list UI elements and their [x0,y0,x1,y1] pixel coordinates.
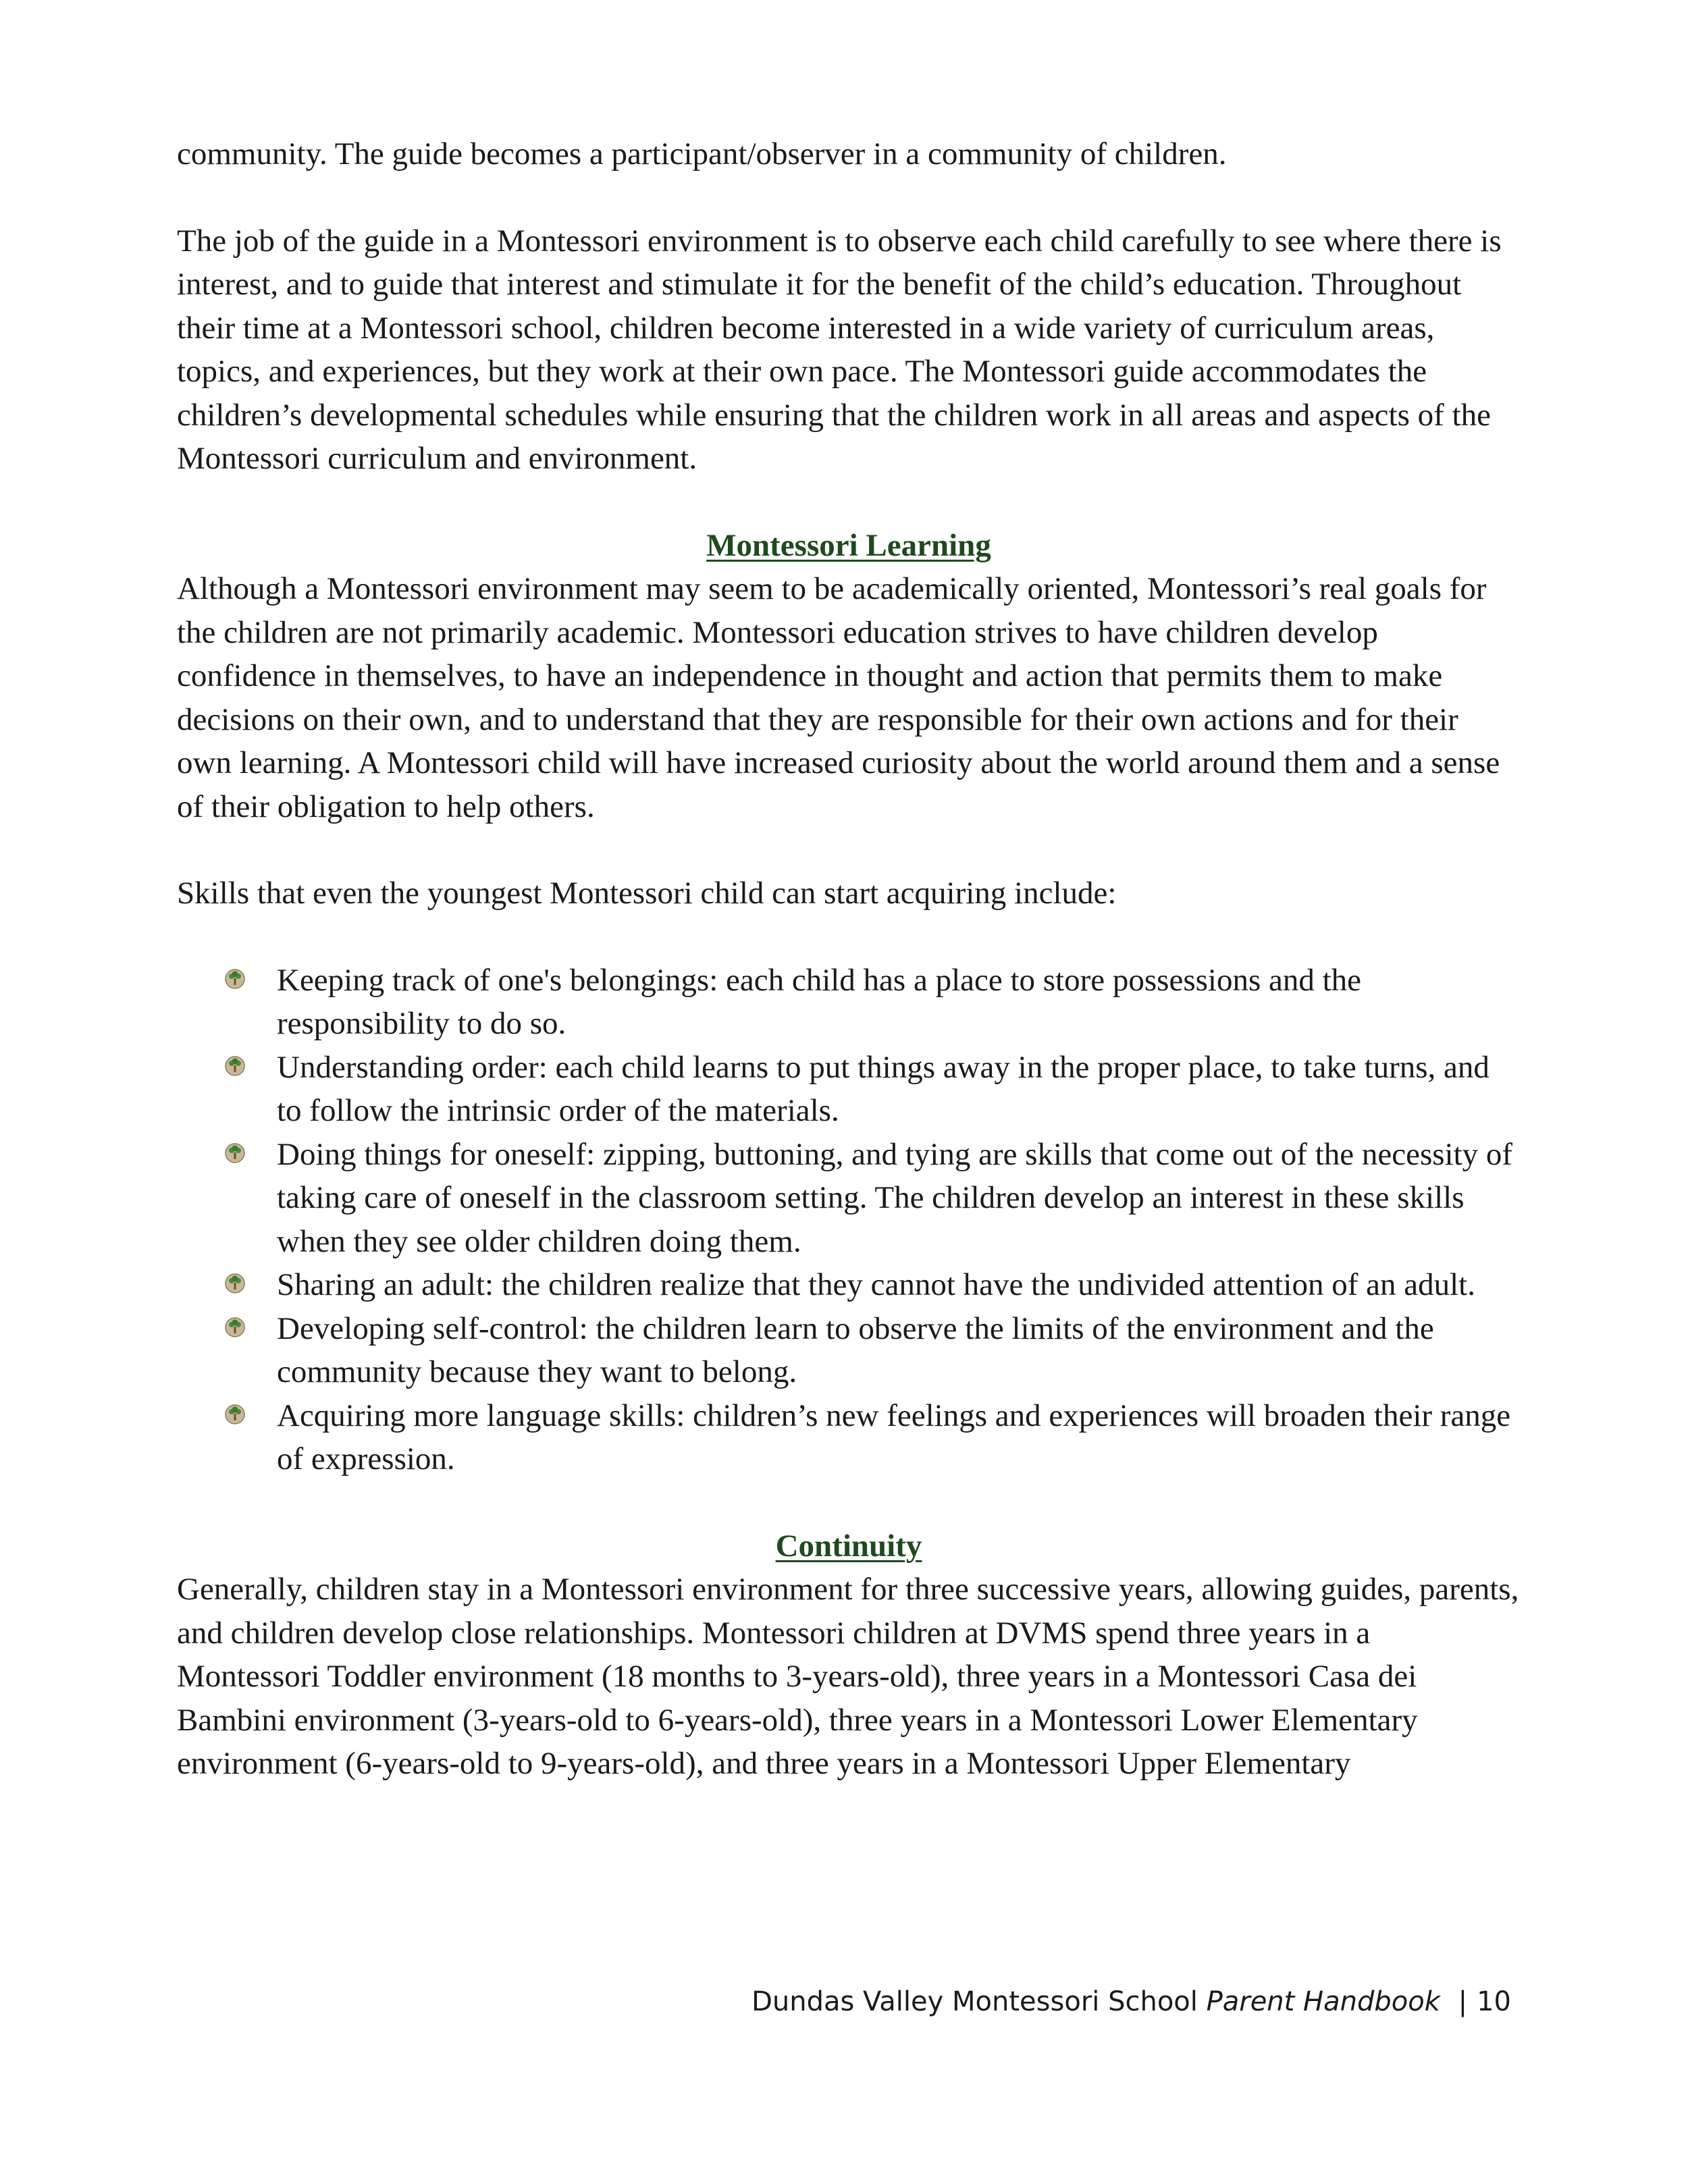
intro-paragraph-1: community. The guide becomes a participant/observer in a community of children. [177,136,1227,171]
section-heading-montessori-learning: Montessori Learning [706,527,991,563]
skills-list-item [277,1133,1521,1264]
tree-globe-bullet-icon [224,1316,246,1338]
footer-school-name: Dundas Valley Montessori School [751,1986,1198,2017]
tree-globe-bullet-icon [224,1055,246,1077]
skills-list-item [277,1046,1521,1133]
skill-text: Sharing an adult: the children realize that they cannot have the undivided attention of an adult. [277,1267,1475,1302]
page-footer [751,1986,1511,2017]
skill-text: Keeping track of one's belongings: each child has a place to store possessions and the responsibility to do so. [277,962,1362,1041]
tree-globe-bullet-icon [224,968,246,990]
skill-text: Developing self-control: the children learn to observe the limits of the environment and the community because they want to belong. [277,1310,1434,1389]
intro-paragraph-2: The job of the guide in a Montessori environment is to observe each child carefully to see where there is interest, and to guide that interest and stimulate it for the benefit of the child’s education. Throughout their time at a Montessori school, children become interested in a wide variety of curriculum areas, topics, and experiences, but they work at their own pace. The Montessori guide accommodates the children’s developmental schedules while ensuring that the children work in all areas and aspects of the Montessori curriculum and environment. [177,223,1502,476]
skills-list-item [277,1394,1521,1481]
skill-text: Acquiring more language skills: children’s new feelings and experiences will broaden their range of expression. [277,1397,1511,1476]
skill-text: Understanding order: each child learns to put things away in the proper place, to take turns, and to follow the intrinsic order of the materials. [277,1049,1489,1128]
tree-globe-bullet-icon [224,1273,246,1294]
footer-handbook-title: Parent Handbook [1206,1986,1440,2017]
footer-separator: | [1458,1986,1468,2017]
section-heading-continuity: Continuity [775,1528,922,1564]
skills-list-item [277,959,1521,1046]
document-body [177,132,1521,1786]
learning-paragraph-1: Although a Montessori environment may seem to be academically oriented, Montessori’s real goals for the children are not primarily academic. Montessori education strives to have children develop confidence in themselves, to have an independence in thought and action that permits them to make decisions on their own, and to understand that they are responsible for their own actions and for their own learning. A Montessori child will have increased curiosity about the world around them and a sense of their obligation to help others. [177,571,1500,824]
tree-globe-bullet-icon [224,1404,246,1425]
page-number: 10 [1477,1986,1511,2017]
continuity-paragraph: Generally, children stay in a Montessori environment for three successive years, allowing guides, parents, and children develop close relationships. Montessori children at DVMS spend three years in a Montessori Toddler environment (18 months to 3-years-old), three years in a Montessori Casa dei Bambini environment (3-years-old to 6-years-old), three years in a Montessori Lower Elementary environment (6-years-old to 9-years-old), and three years in a Montessori Upper Elementary [177,1572,1519,1781]
tree-globe-bullet-icon [224,1142,246,1164]
learning-paragraph-2: Skills that even the youngest Montessori child can start acquiring include: [177,876,1117,911]
skills-list [177,959,1521,1481]
skill-text: Doing things for oneself: zipping, buttoning, and tying are skills that come out of the necessity of taking care of oneself in the classroom setting. The children develop an interest in these skills when they see older children doing them. [277,1136,1513,1259]
skills-list-item [277,1307,1521,1394]
skills-list-item [277,1263,1521,1307]
